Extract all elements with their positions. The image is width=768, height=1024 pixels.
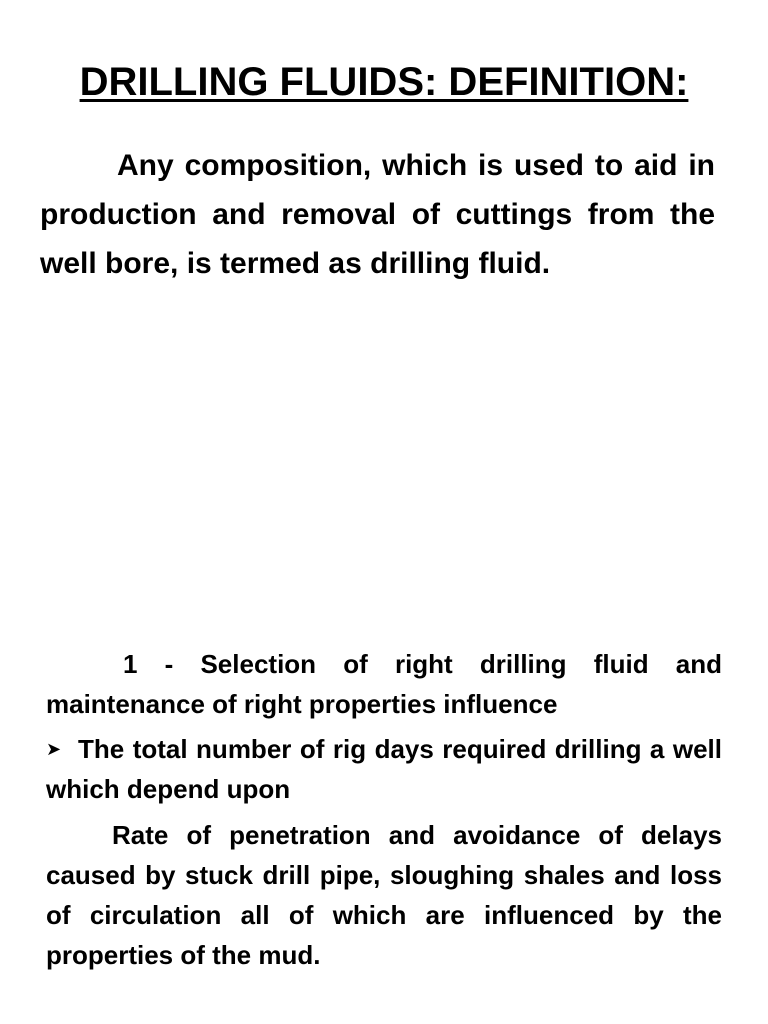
page-title: DRILLING FLUIDS: DEFINITION: <box>79 60 689 104</box>
rate-paragraph: Rate of penetration and avoidance of delays caused by stuck drill pipe, sloughing shales and loss of circulation all of which are influenced by the properties of the mud. <box>46 820 722 970</box>
bullet-item <box>46 729 722 809</box>
bullet-item-text: The total number of rig days required drilling a well which depend upon <box>46 734 722 804</box>
definition-paragraph: Any composition, which is used to aid in production and removal of cuttings from the well bore, is termed as drilling fluid. <box>40 149 715 280</box>
arrowhead-bullet-icon: ➤ <box>46 739 62 759</box>
selection-paragraph: 1 - Selection of right drilling fluid and maintenance of right properties influence <box>46 649 722 719</box>
points-section <box>46 644 722 975</box>
